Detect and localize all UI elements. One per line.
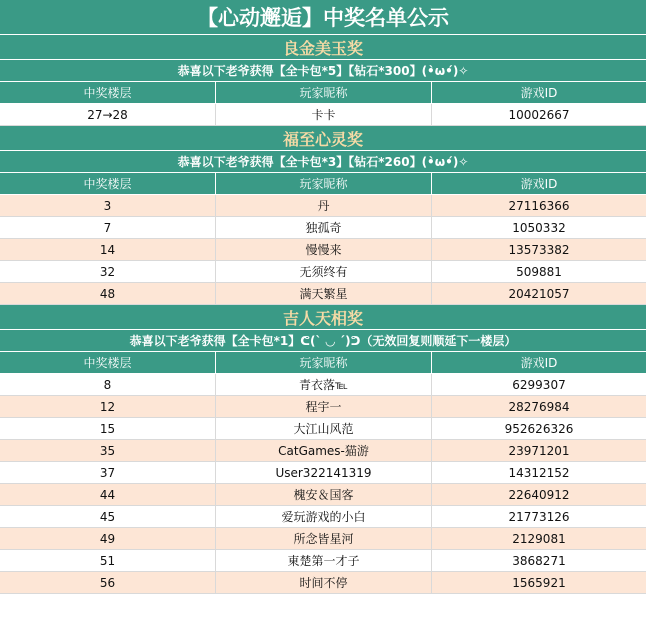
column-header: 玩家昵称 [215, 352, 431, 373]
column-header: 玩家昵称 [215, 82, 431, 103]
table-row [0, 506, 646, 528]
section-title: 福至心灵奖 [0, 126, 646, 151]
game-id-cell: 952626326 [431, 418, 646, 439]
floor-cell: 51 [99, 553, 116, 568]
floor-cell: 35 [99, 443, 116, 458]
floor-cell: 3 [103, 198, 112, 213]
table-row [0, 217, 646, 239]
floor-cell: 49 [99, 531, 116, 546]
table-row [0, 104, 646, 126]
floor-cell: 15 [99, 421, 116, 436]
column-header: 中奖楼层 [83, 177, 132, 191]
floor-cell: 45 [99, 509, 116, 524]
nickname-cell: 青衣落℡ [215, 374, 431, 395]
nickname-cell: 时间不停 [215, 572, 431, 593]
table-row [0, 283, 646, 305]
game-id-cell: 3868271 [431, 550, 646, 571]
game-id-cell: 20421057 [431, 283, 646, 304]
nickname-cell: 東楚第一才子 [215, 550, 431, 571]
game-id-cell: 27116366 [431, 195, 646, 216]
column-header: 游戏ID [431, 352, 646, 373]
floor-cell: 44 [99, 487, 116, 502]
table-row [0, 550, 646, 572]
nickname-cell: 所念皆星河 [215, 528, 431, 549]
nickname-cell: 大江山风范 [215, 418, 431, 439]
floor-cell: 48 [99, 286, 116, 301]
nickname-cell: 独孤奇 [215, 217, 431, 238]
floor-cell: 32 [99, 264, 116, 279]
floor-cell: 37 [99, 465, 116, 480]
game-id-cell: 28276984 [431, 396, 646, 417]
nickname-cell: User322141319 [215, 462, 431, 483]
nickname-cell: 槐安＆国客 [215, 484, 431, 505]
floor-cell: 12 [99, 399, 116, 414]
nickname-cell: CatGames-猫游 [215, 440, 431, 461]
section-description: 恭喜以下老爷获得【全卡包*3】【钻石*260】(•̀ω•́)✧ [0, 151, 646, 173]
game-id-cell: 10002667 [431, 104, 646, 125]
column-header: 中奖楼层 [83, 86, 132, 100]
table-row [0, 374, 646, 396]
section-title: 良金美玉奖 [0, 35, 646, 60]
table-header [0, 173, 646, 195]
section-description: 恭喜以下老爷获得【全卡包*5】【钻石*300】(•̀ω•́)✧ [0, 60, 646, 82]
section-description: 恭喜以下老爷获得【全卡包*1】ᕦ(ˋ ◡ ˊ)ᕤ（无效回复则顺延下一楼层） [0, 330, 646, 352]
nickname-cell: 爱玩游戏的小白 [215, 506, 431, 527]
table-header [0, 82, 646, 104]
nickname-cell: 满天繁星 [215, 283, 431, 304]
nickname-cell: 程宇一 [215, 396, 431, 417]
column-header: 中奖楼层 [83, 356, 132, 370]
game-id-cell: 2129081 [431, 528, 646, 549]
table-row [0, 572, 646, 594]
table-row [0, 528, 646, 550]
game-id-cell: 23971201 [431, 440, 646, 461]
nickname-cell: 慢慢来 [215, 239, 431, 260]
column-header: 游戏ID [431, 82, 646, 103]
floor-cell: 7 [103, 220, 112, 235]
table-row [0, 195, 646, 217]
floor-cell: 14 [99, 242, 116, 257]
game-id-cell: 1565921 [431, 572, 646, 593]
table-header [0, 352, 646, 374]
table-row [0, 440, 646, 462]
table-row [0, 396, 646, 418]
sections-container [0, 35, 646, 594]
table-row [0, 261, 646, 283]
page-title: 【心动邂逅】中奖名单公示 [0, 0, 646, 35]
table-row [0, 418, 646, 440]
game-id-cell: 22640912 [431, 484, 646, 505]
table-row [0, 462, 646, 484]
game-id-cell: 21773126 [431, 506, 646, 527]
table-row [0, 484, 646, 506]
prize-section [0, 126, 646, 305]
prize-section [0, 35, 646, 126]
floor-cell: 27→28 [87, 107, 128, 122]
game-id-cell: 14312152 [431, 462, 646, 483]
column-header: 玩家昵称 [215, 173, 431, 194]
game-id-cell: 1050332 [431, 217, 646, 238]
game-id-cell: 509881 [431, 261, 646, 282]
prize-section [0, 305, 646, 594]
floor-cell: 8 [103, 377, 112, 392]
game-id-cell: 13573382 [431, 239, 646, 260]
nickname-cell: 卡卡 [215, 104, 431, 125]
nickname-cell: 无须终有 [215, 261, 431, 282]
column-header: 游戏ID [431, 173, 646, 194]
floor-cell: 56 [99, 575, 116, 590]
nickname-cell: 丹 [215, 195, 431, 216]
section-title: 吉人天相奖 [0, 305, 646, 330]
table-row [0, 239, 646, 261]
game-id-cell: 6299307 [431, 374, 646, 395]
